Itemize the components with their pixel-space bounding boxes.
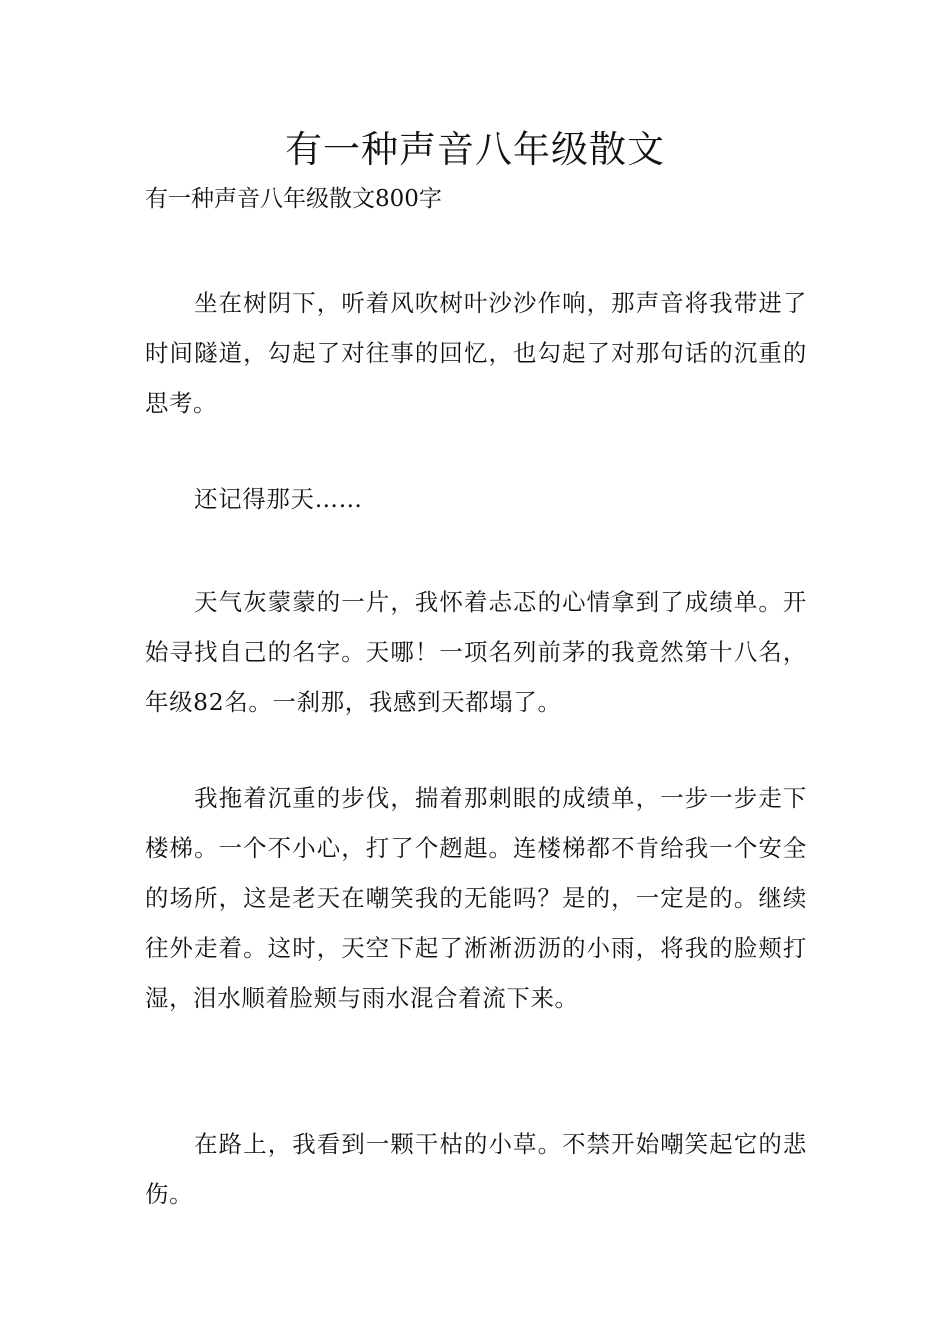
paragraph: 天气灰蒙蒙的一片，我怀着忐忑的心情拿到了成绩单。开始寻找自己的名字。天哪！一项名列前茅的我竟然第十八名，年级82名。一刹那，我感到天都塌了。 (145, 588, 807, 716)
document-title: 有一种声音八年级散文 (285, 128, 665, 171)
paragraph: 在路上，我看到一颗干枯的小草。不禁开始嘲笑起它的悲伤。 (145, 1130, 807, 1208)
paragraph: 坐在树阴下，听着风吹树叶沙沙作响，那声音将我带进了时间隧道，勾起了对往事的回忆，也勾起了对那句话的沉重的思考。 (145, 289, 807, 417)
paragraph: 我拖着沉重的步伐，揣着那刺眼的成绩单，一步一步走下楼梯。一个不小心，打了个趔趄。连楼梯都不肯给我一个安全的场所，这是老天在嘲笑我的无能吗？是的，一定是的。继续往外走着。这时，天空下起了淅淅沥沥的小雨，将我的脸颊打湿，泪水顺着脸颊与雨水混合着流下来。 (145, 784, 807, 1012)
document-subtitle: 有一种声音八年级散文800字 (145, 186, 442, 212)
paragraph: 还记得那天…… (194, 485, 363, 513)
